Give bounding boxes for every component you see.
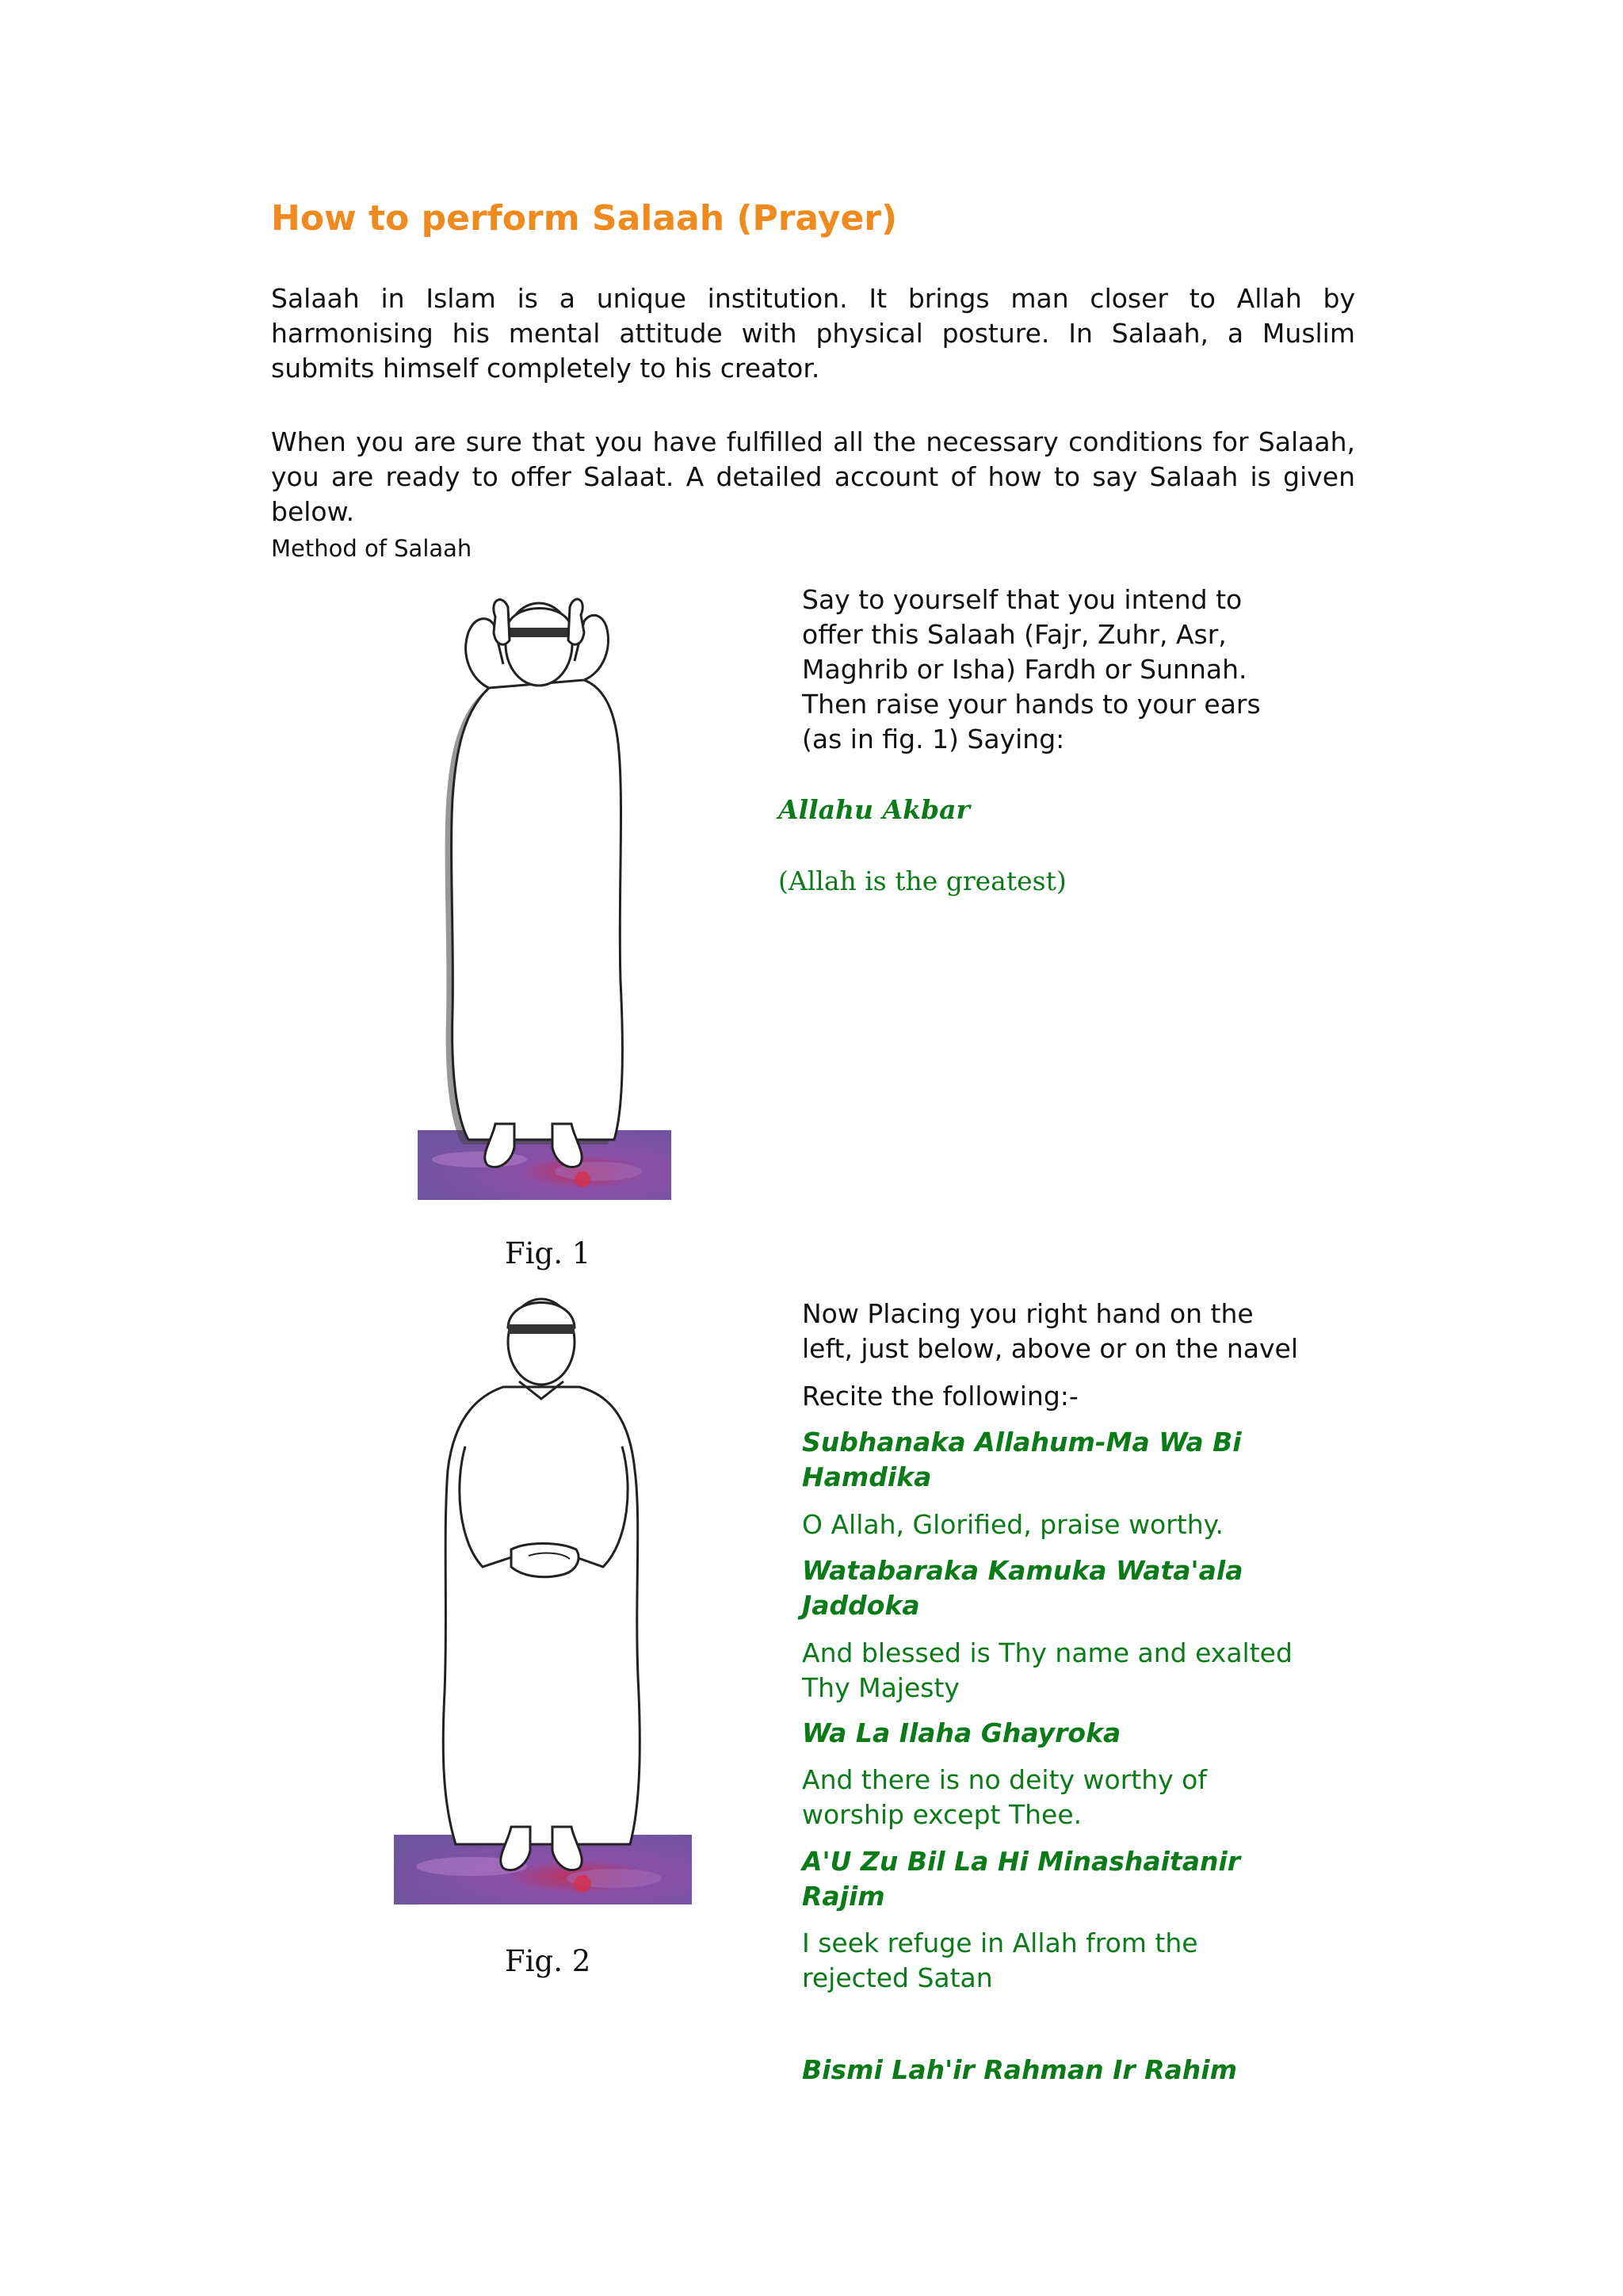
method-label: Method of Salaah [271,535,472,562]
figure-1-caption: Fig. 1 [505,1236,591,1270]
step1-arabic: Allahu Akbar [778,794,970,825]
intro-paragraph-2: When you are sure that you have fulfilled all the necessary conditions for Salaah, you are ready to offer Salaat. A detailed account of how to say Salaah is given below. [271,426,1355,527]
figure-2-illustration [392,1280,693,1906]
recitation-final: Bismi Lah'ir Rahman Ir Rahim [802,2054,1237,2085]
recitation-translation-1: O Allah, Glorified, praise worthy. [802,1509,1224,1540]
step2-recite-label: Recite the following:- [802,1381,1079,1412]
step1-translation: (Allah is the greatest) [778,865,1067,896]
step2-instruction: Now Placing you right hand on the left, just below, above or on the navel [802,1298,1299,1364]
recitation-arabic-2: Watabaraka Kamuka Wata'ala Jaddoka [802,1555,1243,1621]
figure-1-illustration [416,569,674,1203]
intro-paragraph-1: Salaah in Islam is a unique institution. It brings man closer to Allah by harmonising his mental attitude with physical posture. In Salaah, a Muslim submits himself completely to his creator. [271,283,1355,384]
figure-2-caption: Fig. 2 [505,1944,591,1978]
page-title: How to perform Salaah (Prayer) [271,198,898,239]
step1-instruction: Say to yourself that you intend to offer this Salaah (Fajr, Zuhr, Asr, Maghrib or Isha) Fardh or Sunnah. Then raise your hands to your ears (as in fig. 1) Saying: [802,584,1261,755]
recitation-arabic-4: A'U Zu Bil La Hi Minashaitanir Rajim [802,1846,1241,1912]
recitation-arabic-1: Subhanaka Allahum-Ma Wa Bi Hamdika [802,1427,1242,1492]
recitation-arabic-3: Wa La Ilaha Ghayroka [802,1717,1121,1748]
recitation-translation-4: I seek refuge in Allah from the rejected Satan [802,1927,1198,1993]
recitation-translation-2: And blessed is Thy name and exalted Thy Majesty [802,1637,1293,1703]
recitation-translation-3: And there is no deity worthy of worship except Thee. [802,1764,1207,1830]
